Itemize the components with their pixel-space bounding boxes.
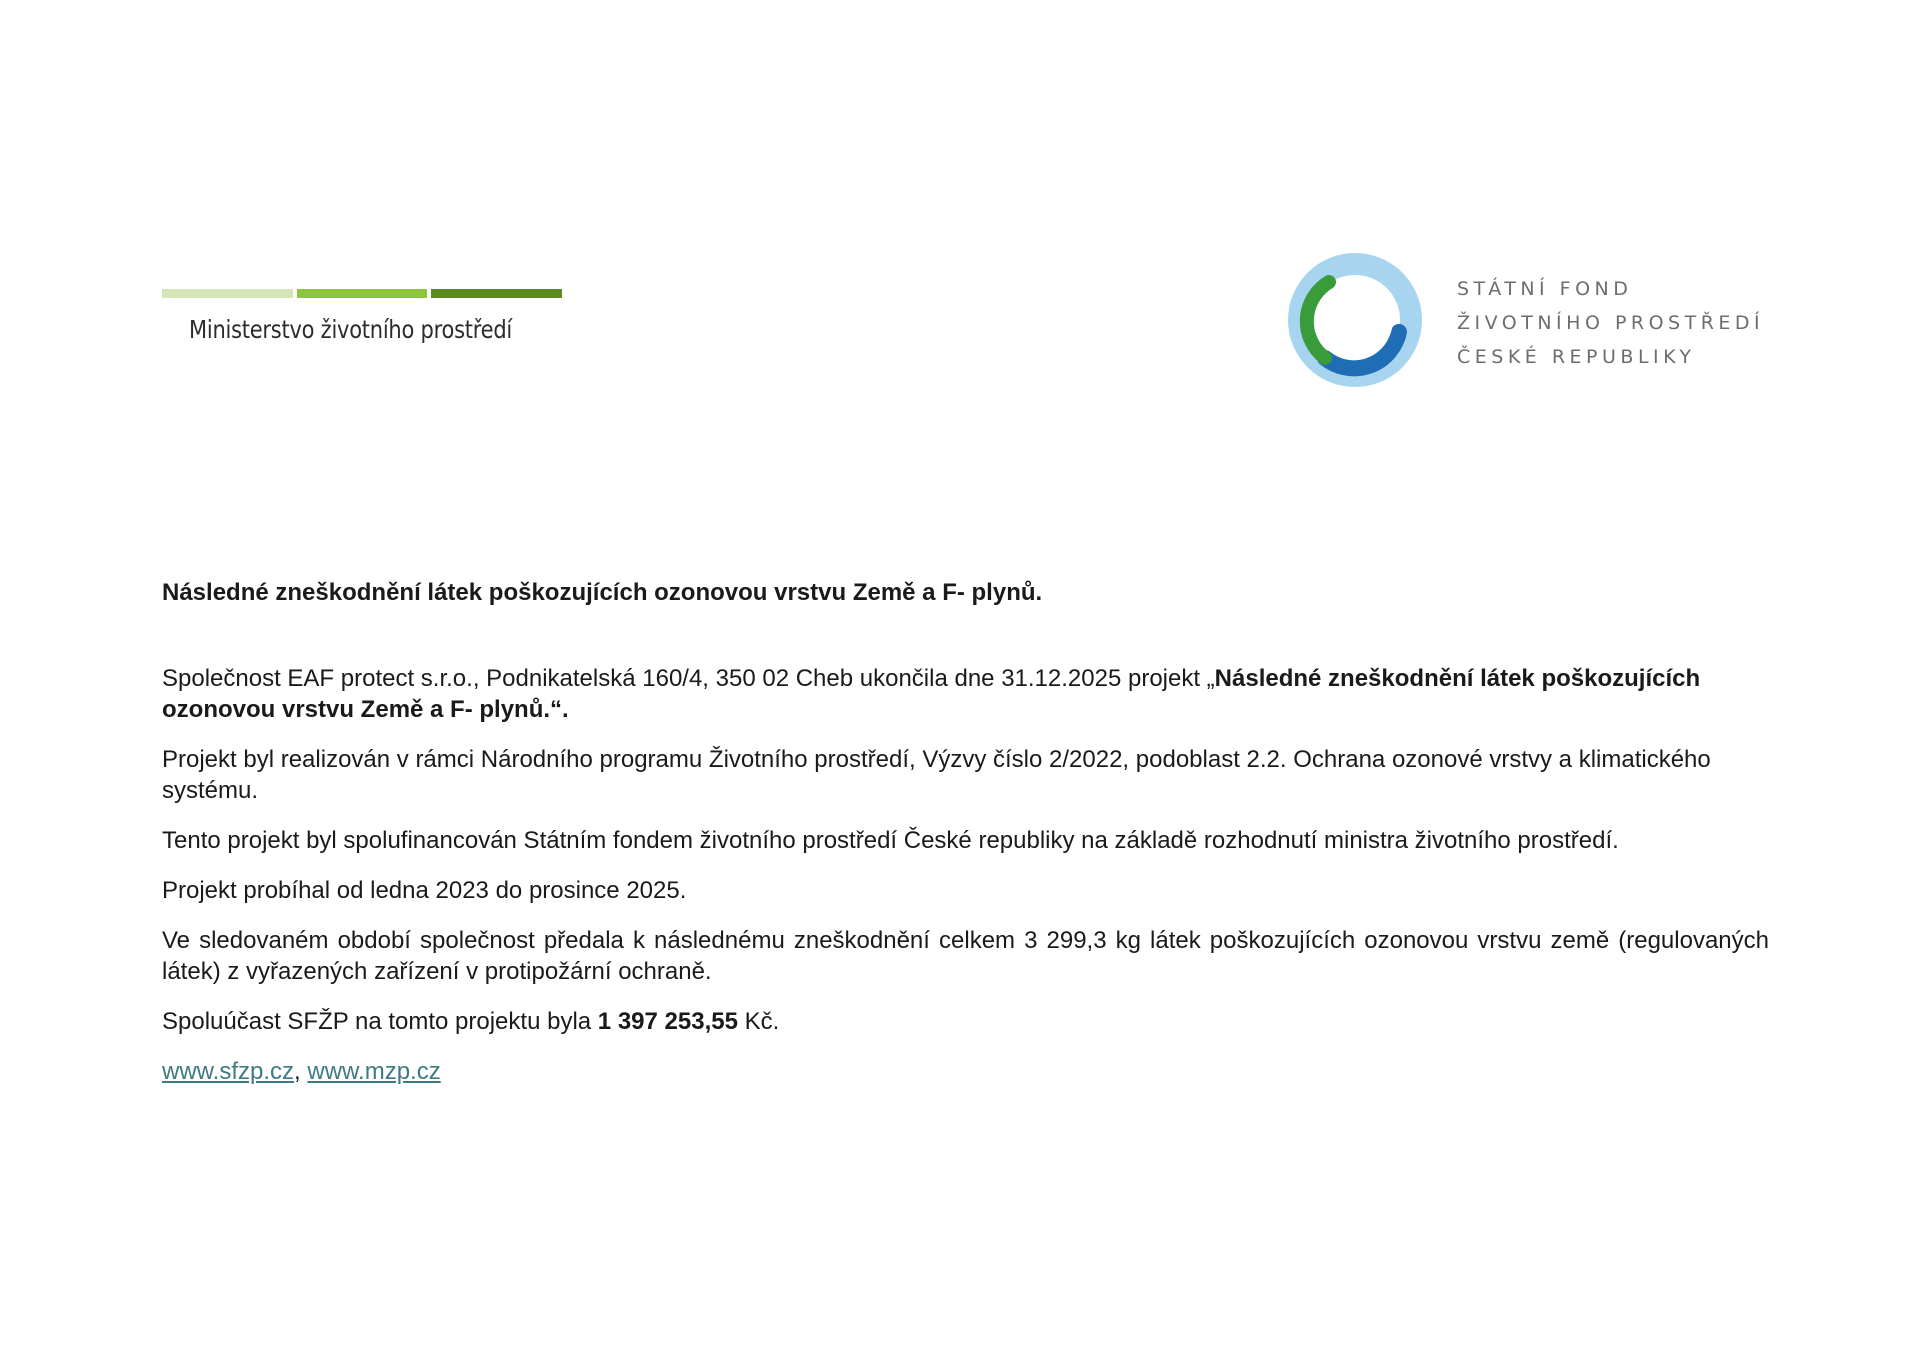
paragraph-contribution <box>162 1006 1769 1037</box>
fund-logo-text <box>1457 272 1764 374</box>
link-separator: , <box>294 1058 308 1085</box>
fund-logo-line-2: ŽIVOTNÍHO PROSTŘEDÍ <box>1457 312 1765 334</box>
logo-bar-light <box>162 289 293 298</box>
links-row <box>162 1056 1769 1087</box>
logo-bar-mid <box>297 289 427 298</box>
project-name: Následné zneškodnění látek poškozujících ozonovou vrstvu Země a F- plynů.“. <box>162 665 1701 723</box>
paragraph-results: Ve sledovaném období společnost předala k následnému zneškodnění celkem 3 299,3 kg látek poškozujících ozonovou vrstvu země (regulovaných látek) z vyřazených zařízení v protipožární ochraně. <box>162 927 1769 985</box>
fund-logo <box>1285 250 1785 390</box>
contribution-text: Spoluúčast SFŽP na tomto projektu byla <box>162 1008 598 1035</box>
completion-text: Společnost EAF protect s.r.o., Podnikatelská 160/4, 350 02 Cheb ukončila dne 31.12.2025 projekt „ <box>162 665 1215 692</box>
paragraph-program: Projekt byl realizován v rámci Národního programu Životního prostředí, Výzvy číslo 2/2022, podoblast 2.2. Ochrana ozonové vrstvy a klimatického systému. <box>162 746 1711 804</box>
ministry-logo <box>162 289 562 353</box>
fund-logo-line-3: ČESKÉ REPUBLIKY <box>1457 346 1696 368</box>
contribution-currency: Kč. <box>737 1008 780 1035</box>
sfzp-link[interactable]: www.sfzp.cz <box>162 1058 295 1085</box>
paragraph-completion <box>162 663 1769 725</box>
ring-center <box>1317 282 1393 358</box>
ministry-logo-text: Ministerstvo životního prostředí <box>189 315 513 344</box>
mzp-link[interactable]: www.mzp.cz <box>307 1058 441 1085</box>
document-title: Následné zneškodnění látek poškozujících ozonovou vrstvu Země a F- plynů. <box>162 579 1043 606</box>
document-body <box>162 577 1769 1106</box>
contribution-amount: 1 397 253,55 <box>597 1008 738 1035</box>
paragraph-period: Projekt probíhal od ledna 2023 do prosince 2025. <box>162 877 687 904</box>
ministry-logo-bars <box>162 289 562 298</box>
logo-bar-dark <box>431 289 562 298</box>
paragraph-funding: Tento projekt byl spolufinancován Státním fondem životního prostředí České republiky na základě rozhodnutí ministra životního prostředí. <box>162 827 1619 854</box>
fund-ring-icon <box>1285 250 1425 390</box>
fund-logo-line-1: STÁTNÍ FOND <box>1457 278 1633 300</box>
